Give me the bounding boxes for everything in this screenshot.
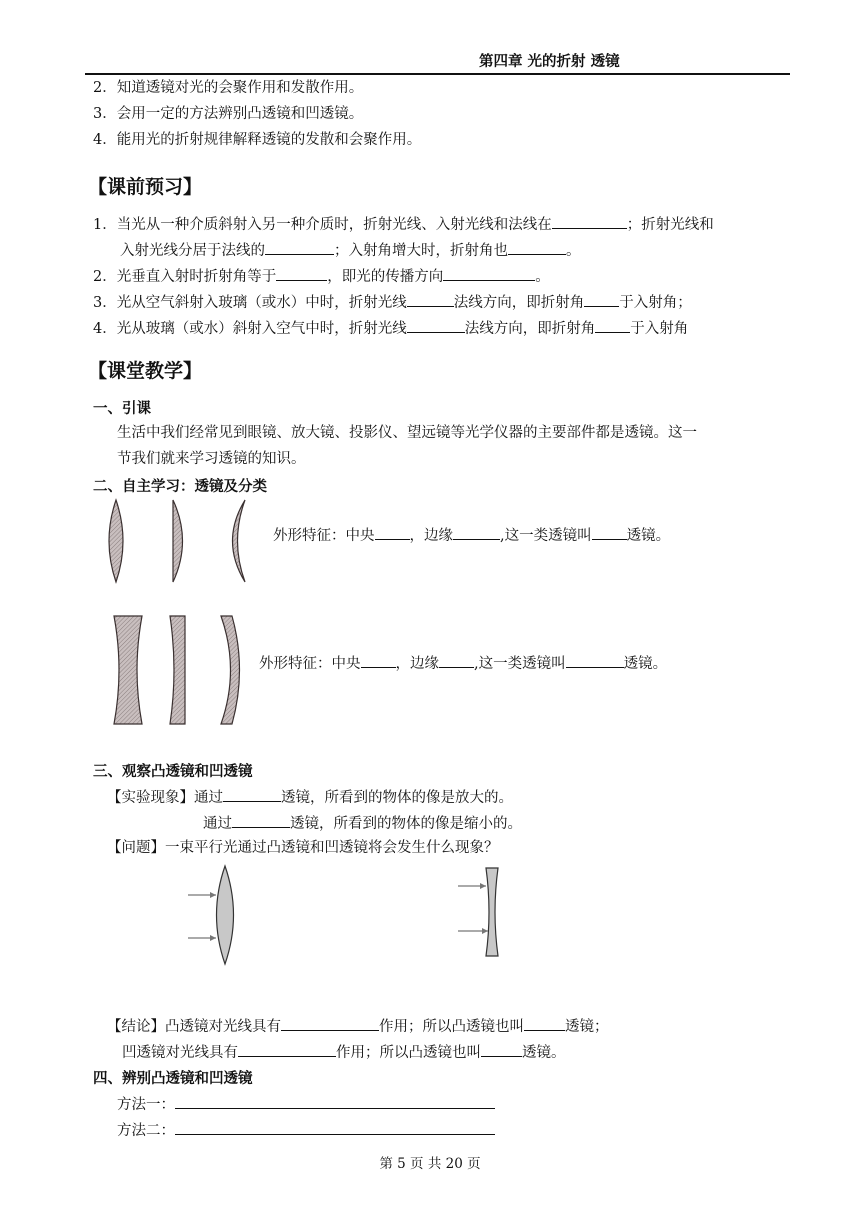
blank[interactable] [407, 291, 454, 307]
arrow-icon [210, 892, 216, 898]
teaching-heading: 【课堂教学】 [88, 360, 203, 382]
chapter-header: 第四章 光的折射 透镜 [479, 54, 620, 70]
text: 。 [535, 269, 550, 285]
text: 入射光线分居于法线的 [120, 243, 265, 259]
question-line: 【问题】一束平行光通过凸透镜和凹透镜将会发生什么现象？ [107, 840, 499, 856]
text: 作用；所以凸透镜也叫 [379, 1019, 524, 1035]
meniscus-convex-lens-icon [233, 500, 246, 582]
text: 法线方向，即折射角 [453, 295, 585, 311]
blank[interactable] [552, 213, 627, 229]
text: 作用；所以凸透镜也叫 [336, 1045, 481, 1061]
blank[interactable] [443, 265, 535, 281]
blank[interactable] [265, 239, 334, 255]
arrow-icon [480, 883, 486, 889]
conclusion-line [122, 1041, 566, 1063]
blank[interactable] [175, 1119, 495, 1135]
goal-item: 3．会用一定的方法辨别凸透镜和凹透镜。 [93, 106, 364, 122]
blank[interactable] [281, 1015, 379, 1031]
blank[interactable] [276, 265, 327, 281]
text: 方法一： [117, 1097, 175, 1113]
concave-feature-line [259, 652, 667, 674]
blank[interactable] [453, 524, 500, 540]
blank[interactable] [407, 317, 465, 333]
experiment-line [107, 786, 513, 808]
biconcave-lens-icon [114, 616, 142, 724]
text: 凹透镜对光线具有 [122, 1045, 238, 1061]
text: 【实验现象】通过 [107, 790, 223, 806]
blank[interactable] [584, 291, 619, 307]
text: ，边缘 [409, 528, 453, 544]
section-heading: 一、引课 [93, 401, 151, 417]
concave-lenses-figure [108, 612, 248, 728]
blank[interactable] [361, 652, 396, 668]
blank[interactable] [508, 239, 566, 255]
concave-lens-icon [486, 868, 498, 956]
plano-convex-lens-icon [173, 500, 183, 582]
text: 2．光垂直入射时折射角等于 [93, 269, 277, 285]
text: 透镜。 [623, 656, 668, 672]
blank[interactable] [566, 652, 624, 668]
text: 方法二： [117, 1123, 175, 1139]
preview-q2 [93, 265, 550, 287]
preview-q1-line2 [120, 239, 581, 261]
text: 3．光从空气斜射入玻璃（或水）中时，折射光线 [93, 295, 407, 311]
conclusion-line [107, 1015, 609, 1037]
text: ,这一类透镜叫 [474, 656, 566, 672]
intro-paragraph-line: 生活中我们经常见到眼镜、放大镜、投影仪、望远镜等光学仪器的主要部件都是透镜。这一 [117, 425, 697, 441]
concave-lens-rays-figure [452, 864, 512, 964]
convex-lens-icon [217, 866, 234, 964]
text: 透镜，所看到的物体的像是缩小的。 [290, 816, 522, 832]
arrow-icon [482, 928, 488, 934]
text: 透镜，所看到的物体的像是放大的。 [281, 790, 513, 806]
blank[interactable] [238, 1041, 336, 1057]
blank[interactable] [175, 1093, 495, 1109]
experiment-line [203, 812, 522, 834]
goal-item: 2．知道透镜对光的会聚作用和发散作用。 [93, 80, 364, 96]
method-line [117, 1093, 495, 1115]
text: 于入射角； [619, 295, 692, 311]
preview-heading: 【课前预习】 [88, 176, 203, 198]
blank[interactable] [223, 786, 281, 802]
text: 通过 [203, 816, 232, 832]
text: 透镜。 [522, 1045, 566, 1061]
blank[interactable] [592, 524, 627, 540]
section-heading: 四、辨别凸透镜和凹透镜 [93, 1071, 253, 1087]
text: 于入射角 [630, 321, 689, 337]
preview-q3 [93, 291, 692, 313]
preview-q4 [93, 317, 688, 339]
method-line [117, 1119, 495, 1141]
convex-lens-rays-figure [180, 862, 260, 972]
blank[interactable] [481, 1041, 522, 1057]
text: ，边缘 [395, 656, 439, 672]
section-heading: 三、观察凸透镜和凹透镜 [93, 764, 253, 780]
convex-feature-line [273, 524, 670, 546]
text: 外形特征：中央 [273, 528, 375, 544]
arrow-icon [210, 935, 216, 941]
convex-lenses-figure [100, 496, 260, 586]
text: 透镜。 [626, 528, 671, 544]
text: 4．光从玻璃（或水）斜射入空气中时，折射光线 [93, 321, 407, 337]
blank[interactable] [524, 1015, 565, 1031]
plano-concave-lens-icon [170, 616, 185, 724]
text: 1．当光从一种介质斜射入另一种介质时，折射光线、入射光线和法线在 [93, 217, 552, 233]
blank[interactable] [439, 652, 474, 668]
text: ；折射光线和 [626, 217, 714, 233]
text: ；入射角增大时，折射角也 [334, 243, 508, 259]
text: 外形特征：中央 [259, 656, 361, 672]
header-rule [85, 73, 790, 75]
intro-paragraph-line: 节我们就来学习透镜的知识。 [117, 451, 306, 467]
text: ，即光的传播方向 [327, 269, 444, 285]
section-heading: 二、自主学习：透镜及分类 [93, 479, 267, 495]
blank[interactable] [375, 524, 410, 540]
meniscus-concave-lens-icon [221, 616, 240, 724]
text: 透镜； [565, 1019, 609, 1035]
goal-item: 4．能用光的折射规律解释透镜的发散和会聚作用。 [93, 132, 422, 148]
page-footer: 第 5 页 共 20 页 [379, 1156, 481, 1172]
text: ,这一类透镜叫 [500, 528, 592, 544]
blank[interactable] [595, 317, 630, 333]
preview-q1-line1 [93, 213, 714, 235]
text: 。 [566, 243, 581, 259]
blank[interactable] [232, 812, 290, 828]
biconvex-lens-icon [109, 500, 123, 582]
text: 法线方向，即折射角 [464, 321, 596, 337]
text: 【结论】凸透镜对光线具有 [107, 1019, 281, 1035]
